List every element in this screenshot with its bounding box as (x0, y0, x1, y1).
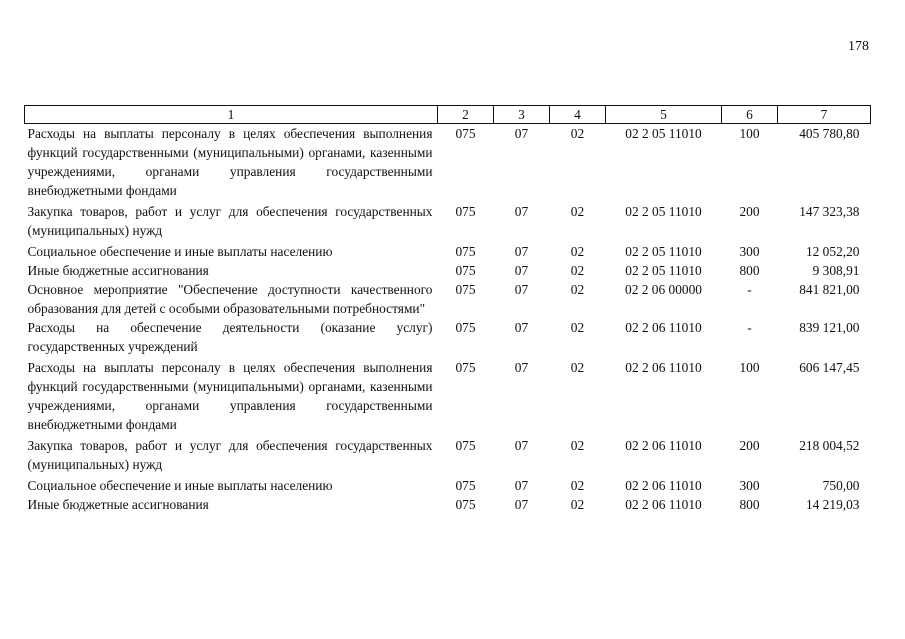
subsection-code: 02 (570, 244, 585, 259)
ministry-code: 075 (455, 204, 476, 219)
target-article-code: 02 2 05 11010 (625, 263, 702, 278)
section-code: 07 (514, 126, 529, 141)
subsection-code: 02 (570, 360, 585, 375)
table-header-row (25, 106, 871, 124)
column-header: 1 (25, 106, 438, 124)
column-header: 7 (778, 106, 871, 124)
amount: 750,00 (822, 478, 860, 493)
subsection-code: 02 (570, 478, 585, 493)
target-article-code: 02 2 06 11010 (625, 360, 702, 375)
page-number: 178 (848, 39, 869, 54)
table-row (25, 261, 871, 280)
section-code: 07 (514, 438, 529, 453)
target-article-code: 02 2 05 11010 (625, 244, 702, 259)
expense-name: Закупка товаров, работ и услуг для обеспечения государственных (муниципальных) нужд (27, 204, 433, 238)
section-code: 07 (514, 478, 529, 493)
expense-type-code: 100 (739, 360, 760, 375)
subsection-code: 02 (570, 204, 585, 219)
table-row (25, 202, 871, 242)
expense-name: Иные бюджетные ассигнования (27, 497, 209, 512)
target-article-code: 02 2 05 11010 (625, 126, 702, 141)
expense-type-code: - (747, 320, 752, 335)
amount: 839 121,00 (799, 320, 860, 335)
subsection-code: 02 (570, 438, 585, 453)
subsection-code: 02 (570, 282, 585, 297)
ministry-code: 075 (455, 360, 476, 375)
column-header: 2 (438, 106, 494, 124)
expense-name: Расходы на выплаты персоналу в целях обеспечения выполнения функций государственными (муниципальными) органами, казенными учреждениями, органами управления государственными внебюджетными фондами (27, 126, 433, 198)
amount: 218 004,52 (799, 438, 860, 453)
amount: 9 308,91 (812, 263, 860, 278)
expense-name: Иные бюджетные ассигнования (27, 263, 209, 278)
target-article-code: 02 2 06 11010 (625, 320, 702, 335)
table-row (25, 358, 871, 436)
ministry-code: 075 (455, 497, 476, 512)
section-code: 07 (514, 244, 529, 259)
table-row (25, 495, 871, 514)
expense-name: Закупка товаров, работ и услуг для обеспечения государственных (муниципальных) нужд (27, 438, 433, 472)
table-row (25, 436, 871, 476)
target-article-code: 02 2 06 00000 (625, 282, 702, 297)
expense-type-code: 200 (739, 204, 760, 219)
target-article-code: 02 2 06 11010 (625, 497, 702, 512)
expense-type-code: 300 (739, 244, 760, 259)
ministry-code: 075 (455, 282, 476, 297)
expense-name: Социальное обеспечение и иные выплаты населению (27, 244, 333, 259)
expense-type-code: 100 (739, 126, 760, 141)
target-article-code: 02 2 06 11010 (625, 438, 702, 453)
amount: 606 147,45 (799, 360, 860, 375)
table-row (25, 242, 871, 261)
subsection-code: 02 (570, 497, 585, 512)
table-row (25, 280, 871, 318)
expense-type-code: 300 (739, 478, 760, 493)
section-code: 07 (514, 263, 529, 278)
section-code: 07 (514, 497, 529, 512)
ministry-code: 075 (455, 320, 476, 335)
subsection-code: 02 (570, 126, 585, 141)
target-article-code: 02 2 05 11010 (625, 204, 702, 219)
expense-name: Социальное обеспечение и иные выплаты населению (27, 478, 333, 493)
expense-type-code: 800 (739, 497, 760, 512)
section-code: 07 (514, 360, 529, 375)
target-article-code: 02 2 06 11010 (625, 478, 702, 493)
subsection-code: 02 (570, 320, 585, 335)
expense-type-code: 200 (739, 438, 760, 453)
subsection-code: 02 (570, 263, 585, 278)
budget-table (24, 105, 871, 514)
amount: 405 780,80 (799, 126, 860, 141)
column-header: 4 (550, 106, 606, 124)
expense-name: Расходы на выплаты персоналу в целях обеспечения выполнения функций государственными (муниципальными) органами, казенными учреждениями, органами управления государственными внебюджетными фондами (27, 360, 433, 432)
section-code: 07 (514, 204, 529, 219)
table-row (25, 318, 871, 358)
table-row (25, 476, 871, 495)
ministry-code: 075 (455, 244, 476, 259)
expense-type-code: - (747, 282, 752, 297)
expense-name: Расходы на обеспечение деятельности (оказание услуг) государственных учреждений (27, 320, 433, 354)
expense-type-code: 800 (739, 263, 760, 278)
expense-name: Основное мероприятие "Обеспечение доступности качественного образования для детей с особыми образовательными потребностями" (27, 282, 433, 316)
table-row (25, 124, 871, 203)
column-header: 3 (494, 106, 550, 124)
amount: 147 323,38 (799, 204, 860, 219)
amount: 14 219,03 (805, 497, 860, 512)
amount: 841 821,00 (799, 282, 860, 297)
ministry-code: 075 (455, 438, 476, 453)
ministry-code: 075 (455, 478, 476, 493)
ministry-code: 075 (455, 126, 476, 141)
section-code: 07 (514, 282, 529, 297)
amount: 12 052,20 (805, 244, 860, 259)
ministry-code: 075 (455, 263, 476, 278)
column-header: 6 (722, 106, 778, 124)
column-header: 5 (606, 106, 722, 124)
section-code: 07 (514, 320, 529, 335)
